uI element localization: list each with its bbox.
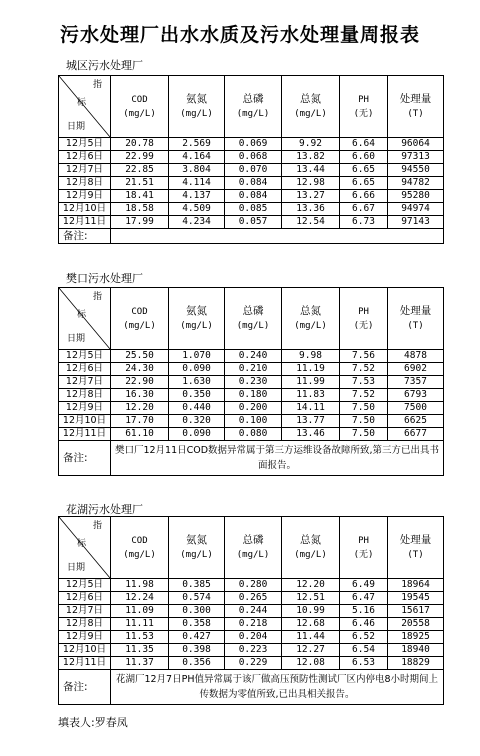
value-cell: 0.090 [169,428,225,441]
value-cell: 6793 [388,389,444,402]
value-cell: 0.230 [225,376,282,389]
value-cell: 0.223 [225,644,282,657]
value-cell: 0.218 [225,618,282,631]
value-cell: 0.358 [169,618,225,631]
value-cell: 12.54 [282,216,340,229]
value-cell: 12.27 [282,644,340,657]
value-cell: 18829 [388,657,444,670]
date-cell: 12月5日 [59,579,111,592]
column-header [388,517,444,579]
table-row [59,428,444,441]
value-cell: 6.49 [340,579,388,592]
note-text: 樊口厂12月11日COD数据异常属于第三方运维设备故障所致,第三方已出具书面报告。 [111,441,444,476]
column-header [340,517,388,579]
value-cell: 0.200 [225,402,282,415]
value-cell: 97143 [388,216,444,229]
value-cell: 12.51 [282,592,340,605]
value-cell: 94550 [388,164,444,177]
value-cell: 4.137 [169,190,225,203]
value-cell: 0.229 [225,657,282,670]
column-header-name: 总氮 [300,534,321,546]
value-cell: 6.52 [340,631,388,644]
value-cell: 7.53 [340,376,388,389]
header-corner-top: 指 [93,521,103,531]
column-header-name: 氨氮 [186,534,207,546]
date-cell: 12月11日 [59,657,111,670]
column-header [169,76,225,138]
value-cell: 6.54 [340,644,388,657]
column-header [225,288,282,350]
value-cell: 12.20 [282,579,340,592]
table-row [59,618,444,631]
column-header-unit: (mg/L) [123,320,156,331]
column-header-name: 氨氮 [186,93,207,105]
value-cell: 6.67 [340,203,388,216]
value-cell: 97313 [388,151,444,164]
value-cell: 3.804 [169,164,225,177]
table-row [59,592,444,605]
table-row [59,644,444,657]
column-header-name: COD [131,306,148,317]
column-header-unit: (mg/L) [180,321,213,331]
table-row [59,415,444,428]
column-header [282,76,340,138]
column-header-name: PH [358,535,369,546]
page-title: 污水处理厂出水水质及污水处理量周报表 [59,24,420,46]
value-cell: 18940 [388,644,444,657]
value-cell: 6902 [388,363,444,376]
date-cell: 12月7日 [59,605,111,618]
value-cell: 0.100 [225,415,282,428]
value-cell: 0.210 [225,363,282,376]
value-cell: 0.320 [169,415,225,428]
header-corner-bottom: 日期 [67,334,86,344]
value-cell: 13.82 [282,151,340,164]
table-row [59,363,444,376]
value-cell: 12.20 [111,402,169,415]
table-row [59,657,444,670]
value-cell: 15617 [388,605,444,618]
value-cell: 0.398 [169,644,225,657]
table-row [59,605,444,618]
value-cell: 22.90 [111,376,169,389]
value-cell: 6.46 [340,618,388,631]
table-row [59,216,444,229]
value-cell: 16.30 [111,389,169,402]
value-cell: 12.08 [282,657,340,670]
column-header-unit: (无) [353,549,374,560]
header-corner-mid: 标 [77,539,87,549]
value-cell: 12.24 [111,592,169,605]
value-cell: 6.66 [340,190,388,203]
date-cell: 12月8日 [59,618,111,631]
table-row [59,376,444,389]
header-corner-cell [59,288,111,350]
table-row [59,190,444,203]
value-cell: 0.070 [225,164,282,177]
water-quality-table [58,75,444,244]
value-cell: 7357 [388,376,444,389]
column-header [282,517,340,579]
column-header [169,517,225,579]
note-label: 备注: [59,670,111,705]
value-cell: 0.090 [169,363,225,376]
header-corner-cell [59,76,111,138]
water-quality-table [58,287,444,476]
value-cell: 1.630 [169,376,225,389]
value-cell: 7.56 [340,350,388,363]
value-cell: 0.080 [225,428,282,441]
value-cell: 0.350 [169,389,225,402]
header-corner-mid: 标 [77,98,87,108]
column-header-unit: (mg/L) [123,108,156,119]
date-cell: 12月6日 [59,151,111,164]
column-header [225,517,282,579]
date-cell: 12月9日 [59,190,111,203]
note-row [59,229,444,244]
date-cell: 12月5日 [59,350,111,363]
column-header-name: 总磷 [242,93,264,105]
value-cell: 0.574 [169,592,225,605]
column-header [111,517,169,579]
value-cell: 6677 [388,428,444,441]
value-cell: 7500 [388,402,444,415]
table-row [59,402,444,415]
date-cell: 12月8日 [59,389,111,402]
value-cell: 4.234 [169,216,225,229]
plant-name: 城区污水处理厂 [66,59,143,72]
column-header [169,288,225,350]
table-row [59,631,444,644]
column-header [388,288,444,350]
table-row [59,389,444,402]
column-header-name: PH [358,94,369,105]
value-cell: 21.51 [111,177,169,190]
value-cell: 6.47 [340,592,388,605]
column-header-unit: (mg/L) [294,109,327,119]
value-cell: 13.27 [282,190,340,203]
value-cell: 7.52 [340,363,388,376]
value-cell: 11.83 [282,389,340,402]
note-row [59,441,444,476]
column-header [111,288,169,350]
table-row [59,138,444,151]
column-header-name: 总磷 [242,534,264,546]
value-cell: 7.50 [340,402,388,415]
value-cell: 7.52 [340,389,388,402]
value-cell: 18.41 [111,190,169,203]
column-header-unit: (mg/L) [180,550,213,560]
date-cell: 12月10日 [59,644,111,657]
date-cell: 12月6日 [59,363,111,376]
value-cell: 0.385 [169,579,225,592]
value-cell: 17.99 [111,216,169,229]
value-cell: 11.19 [282,363,340,376]
value-cell: 95280 [388,190,444,203]
column-header-unit: (无) [353,108,374,119]
value-cell: 11.99 [282,376,340,389]
value-cell: 2.569 [169,138,225,151]
date-cell: 12月9日 [59,402,111,415]
note-text [111,229,444,244]
value-cell: 6.53 [340,657,388,670]
column-header-name: 处理量 [399,305,432,317]
value-cell: 0.356 [169,657,225,670]
value-cell: 6.73 [340,216,388,229]
value-cell: 5.16 [340,605,388,618]
value-cell: 18.58 [111,203,169,216]
column-header-unit: (mg/L) [180,109,213,119]
value-cell: 0.280 [225,579,282,592]
date-cell: 12月8日 [59,177,111,190]
value-cell: 0.204 [225,631,282,644]
header-corner-top: 指 [93,80,103,90]
value-cell: 0.057 [225,216,282,229]
value-cell: 19545 [388,592,444,605]
column-header-unit: (mg/L) [236,550,270,560]
date-cell: 12月6日 [59,592,111,605]
value-cell: 96064 [388,138,444,151]
table-header-row [59,76,444,138]
column-header-unit: (T) [407,109,424,119]
header-corner-bottom: 日期 [67,563,86,573]
value-cell: 11.35 [111,644,169,657]
value-cell: 0.085 [225,203,282,216]
value-cell: 0.300 [169,605,225,618]
filler-name: 填表人:罗春凤 [58,716,128,729]
table-row [59,177,444,190]
value-cell: 11.11 [111,618,169,631]
value-cell: 0.068 [225,151,282,164]
value-cell: 0.240 [225,350,282,363]
value-cell: 6625 [388,415,444,428]
column-header [225,76,282,138]
column-header-name: COD [131,535,148,546]
value-cell: 17.70 [111,415,169,428]
value-cell: 0.244 [225,605,282,618]
value-cell: 9.92 [282,138,340,151]
column-header-name: PH [358,306,369,317]
header-corner-mid: 标 [77,310,87,320]
value-cell: 22.85 [111,164,169,177]
column-header-unit: (T) [407,321,424,331]
value-cell: 61.10 [111,428,169,441]
table-header-row [59,288,444,350]
header-corner-bottom: 日期 [67,122,86,132]
value-cell: 4.509 [169,203,225,216]
value-cell: 11.37 [111,657,169,670]
value-cell: 13.44 [282,164,340,177]
value-cell: 11.53 [111,631,169,644]
column-header-name: COD [131,94,148,105]
column-header-unit: (T) [407,550,424,560]
value-cell: 1.070 [169,350,225,363]
value-cell: 0.084 [225,177,282,190]
column-header [388,76,444,138]
column-header-name: 总磷 [242,305,264,317]
value-cell: 6.60 [340,151,388,164]
date-cell: 12月7日 [59,376,111,389]
date-cell: 12月10日 [59,203,111,216]
column-header [340,288,388,350]
table-header-row [59,517,444,579]
note-text: 花湖厂12月7日PH值异常属于该厂做高压预防性测试厂区内停电8小时期间上传数据为零值所致,已出具相关报告。 [111,670,444,705]
column-header [282,288,340,350]
value-cell: 20558 [388,618,444,631]
value-cell: 11.44 [282,631,340,644]
value-cell: 18964 [388,579,444,592]
value-cell: 0.265 [225,592,282,605]
column-header-name: 总氮 [300,93,321,105]
column-header-name: 处理量 [399,534,432,546]
value-cell: 7.50 [340,415,388,428]
value-cell: 10.99 [282,605,340,618]
column-header [111,76,169,138]
column-header [340,76,388,138]
note-label: 备注: [59,229,111,244]
water-quality-table [58,516,444,705]
value-cell: 0.084 [225,190,282,203]
value-cell: 20.78 [111,138,169,151]
value-cell: 12.98 [282,177,340,190]
column-header-unit: (mg/L) [294,550,327,560]
note-row [59,670,444,705]
header-corner-cell [59,517,111,579]
value-cell: 14.11 [282,402,340,415]
table-row [59,164,444,177]
value-cell: 22.99 [111,151,169,164]
value-cell: 4.114 [169,177,225,190]
value-cell: 13.46 [282,428,340,441]
plant-name: 花湖污水处理厂 [66,503,143,516]
value-cell: 0.427 [169,631,225,644]
column-header-unit: (无) [353,320,374,331]
table-row [59,203,444,216]
value-cell: 94974 [388,203,444,216]
value-cell: 11.98 [111,579,169,592]
date-cell: 12月11日 [59,428,111,441]
value-cell: 24.30 [111,363,169,376]
table-row [59,151,444,164]
value-cell: 12.68 [282,618,340,631]
date-cell: 12月11日 [59,216,111,229]
column-header-name: 处理量 [399,93,432,105]
value-cell: 4878 [388,350,444,363]
value-cell: 0.440 [169,402,225,415]
column-header-unit: (mg/L) [123,549,156,560]
value-cell: 94782 [388,177,444,190]
value-cell: 25.50 [111,350,169,363]
value-cell: 9.98 [282,350,340,363]
table-row [59,350,444,363]
date-cell: 12月5日 [59,138,111,151]
value-cell: 11.09 [111,605,169,618]
value-cell: 6.65 [340,177,388,190]
column-header-name: 总氮 [300,305,321,317]
value-cell: 13.77 [282,415,340,428]
header-corner-top: 指 [93,292,103,302]
column-header-unit: (mg/L) [236,321,270,331]
value-cell: 0.180 [225,389,282,402]
value-cell: 4.164 [169,151,225,164]
date-cell: 12月7日 [59,164,111,177]
value-cell: 18925 [388,631,444,644]
value-cell: 13.36 [282,203,340,216]
value-cell: 0.069 [225,138,282,151]
date-cell: 12月10日 [59,415,111,428]
column-header-unit: (mg/L) [236,109,270,119]
note-label: 备注: [59,441,111,476]
value-cell: 6.64 [340,138,388,151]
table-row [59,579,444,592]
date-cell: 12月9日 [59,631,111,644]
column-header-unit: (mg/L) [294,321,327,331]
plant-name: 樊口污水处理厂 [66,272,143,285]
value-cell: 7.50 [340,428,388,441]
column-header-name: 氨氮 [186,305,207,317]
value-cell: 6.65 [340,164,388,177]
